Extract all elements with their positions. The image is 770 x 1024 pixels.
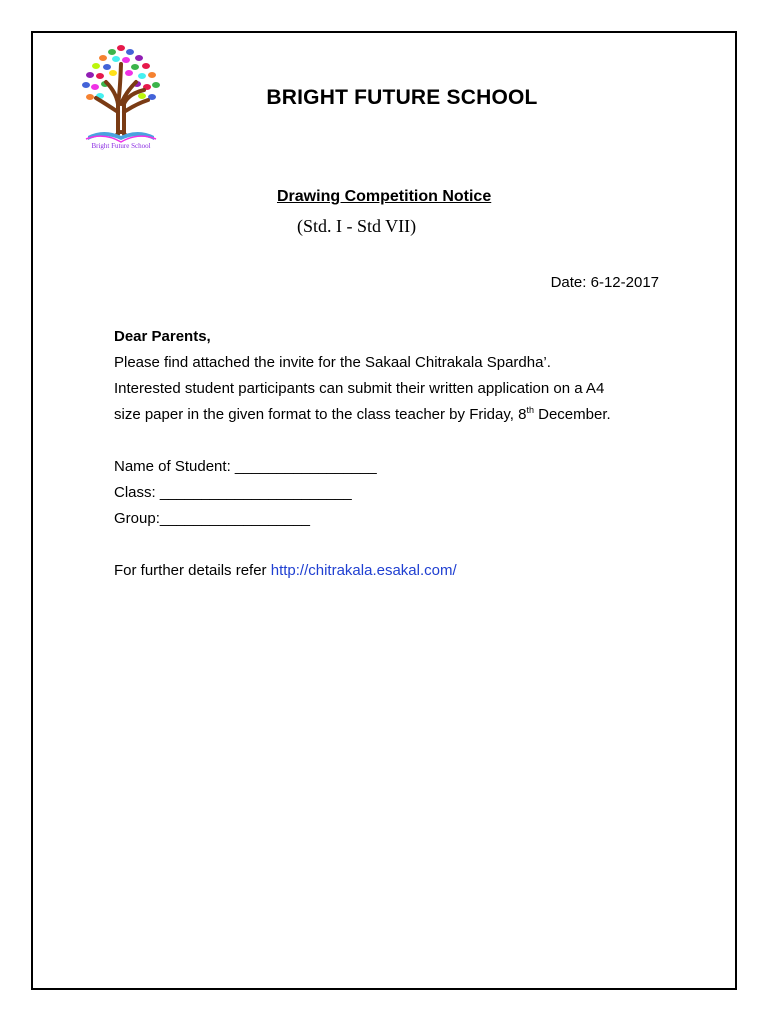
salutation: Dear Parents,	[114, 328, 211, 345]
field-class: Class: _______________________	[114, 484, 352, 501]
details-link[interactable]: http://chitrakala.esakal.com/	[270, 562, 457, 579]
notice-date: Date: 6-12-2017	[550, 274, 659, 291]
deadline-month: December.	[533, 406, 611, 423]
details-text: For further details refer	[114, 562, 271, 579]
notice-subtitle: (Std. I - Std VII)	[297, 216, 417, 236]
field-student-name: Name of Student: _________________	[114, 458, 377, 475]
letter-body	[114, 324, 674, 584]
notice-title: Drawing Competition Notice	[277, 188, 492, 205]
field-group: Group:__________________	[114, 510, 311, 527]
further-details	[114, 558, 674, 584]
letter-line: Please find attached the invite for the Sakaal Chitrakala Spardha’.	[114, 354, 551, 371]
letter-line: Interested student participants can submit their written application on a A4	[114, 380, 605, 397]
school-name: BRIGHT FUTURE SCHOOL	[266, 86, 538, 109]
ordinal-suffix: th	[526, 405, 534, 415]
logo-caption: Bright Future School	[91, 142, 151, 150]
letter-line-deadline	[114, 402, 674, 428]
deadline-text: size paper in the given format to the class teacher by Friday, 8	[114, 406, 527, 423]
